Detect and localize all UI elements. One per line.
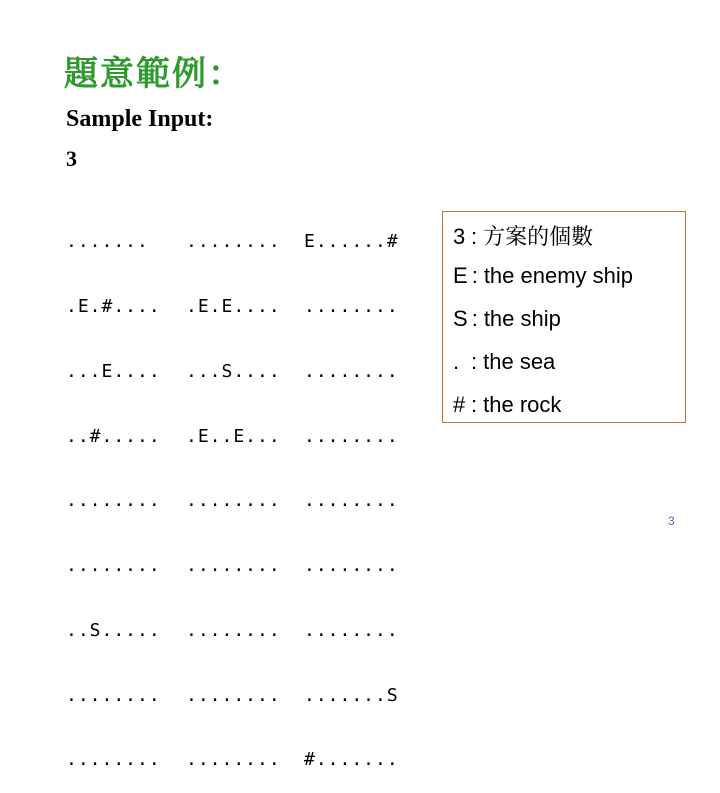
- map-grid-3: [304, 188, 399, 793]
- legend-description: the enemy ship: [483, 263, 634, 288]
- legend-item: 3 : 方案的個數: [453, 224, 594, 249]
- legend-item: E : the enemy ship: [453, 263, 634, 288]
- grid-row: ........: [186, 490, 281, 512]
- map-grid-2: [186, 188, 281, 793]
- grid-row: ..S.....: [66, 619, 161, 641]
- grid-row: ........: [66, 749, 161, 771]
- grid-row: ...E....: [66, 360, 161, 382]
- grid-row: #.......: [304, 749, 399, 771]
- legend-item: # : the rock: [453, 392, 562, 417]
- grid-row: ........: [186, 619, 281, 641]
- legend-symbol: .: [453, 349, 460, 374]
- map-grid-1: [66, 188, 161, 793]
- page-number: 3: [668, 514, 675, 528]
- grid-row: ........: [304, 555, 399, 577]
- page-title: 題意範例：: [64, 54, 244, 94]
- legend-description: the sea: [483, 349, 556, 374]
- legend-symbol: 3: [453, 224, 466, 249]
- grid-row: ........: [186, 684, 281, 706]
- grid-row: ........: [186, 749, 281, 771]
- grid-row: .E..E...: [186, 425, 281, 447]
- grid-row: ..#.....: [66, 425, 161, 447]
- case-count: 3: [66, 146, 77, 171]
- grid-row: .E.E....: [186, 295, 281, 317]
- grid-row: .E.#....: [66, 295, 161, 317]
- legend-symbol: #: [453, 392, 466, 417]
- grid-row: ........: [66, 555, 161, 577]
- legend-description: the rock: [483, 392, 562, 417]
- grid-row: ........: [186, 555, 281, 577]
- grid-row: ........: [304, 295, 399, 317]
- legend-item: . : the sea: [453, 349, 556, 374]
- grid-row: ........: [186, 231, 281, 253]
- grid-row: E......#: [304, 231, 399, 253]
- legend-item: S : the ship: [453, 306, 561, 331]
- grid-row: ........: [304, 619, 399, 641]
- grid-row: ........: [66, 490, 161, 512]
- grid-row: ........: [304, 425, 399, 447]
- grid-row: .......: [66, 231, 149, 253]
- grid-row: ........: [304, 490, 399, 512]
- sample-input-heading: Sample Input:: [66, 106, 214, 132]
- legend-symbol: S: [453, 306, 468, 331]
- grid-row: ........: [304, 360, 399, 382]
- grid-row: ...S....: [186, 360, 281, 382]
- legend-symbol: E: [453, 263, 468, 288]
- grid-row: ........: [66, 684, 161, 706]
- legend-description: the ship: [483, 306, 561, 331]
- grid-row: .......S: [304, 684, 399, 706]
- legend-description: 方案的個數: [483, 224, 594, 249]
- legend-box: [442, 211, 686, 423]
